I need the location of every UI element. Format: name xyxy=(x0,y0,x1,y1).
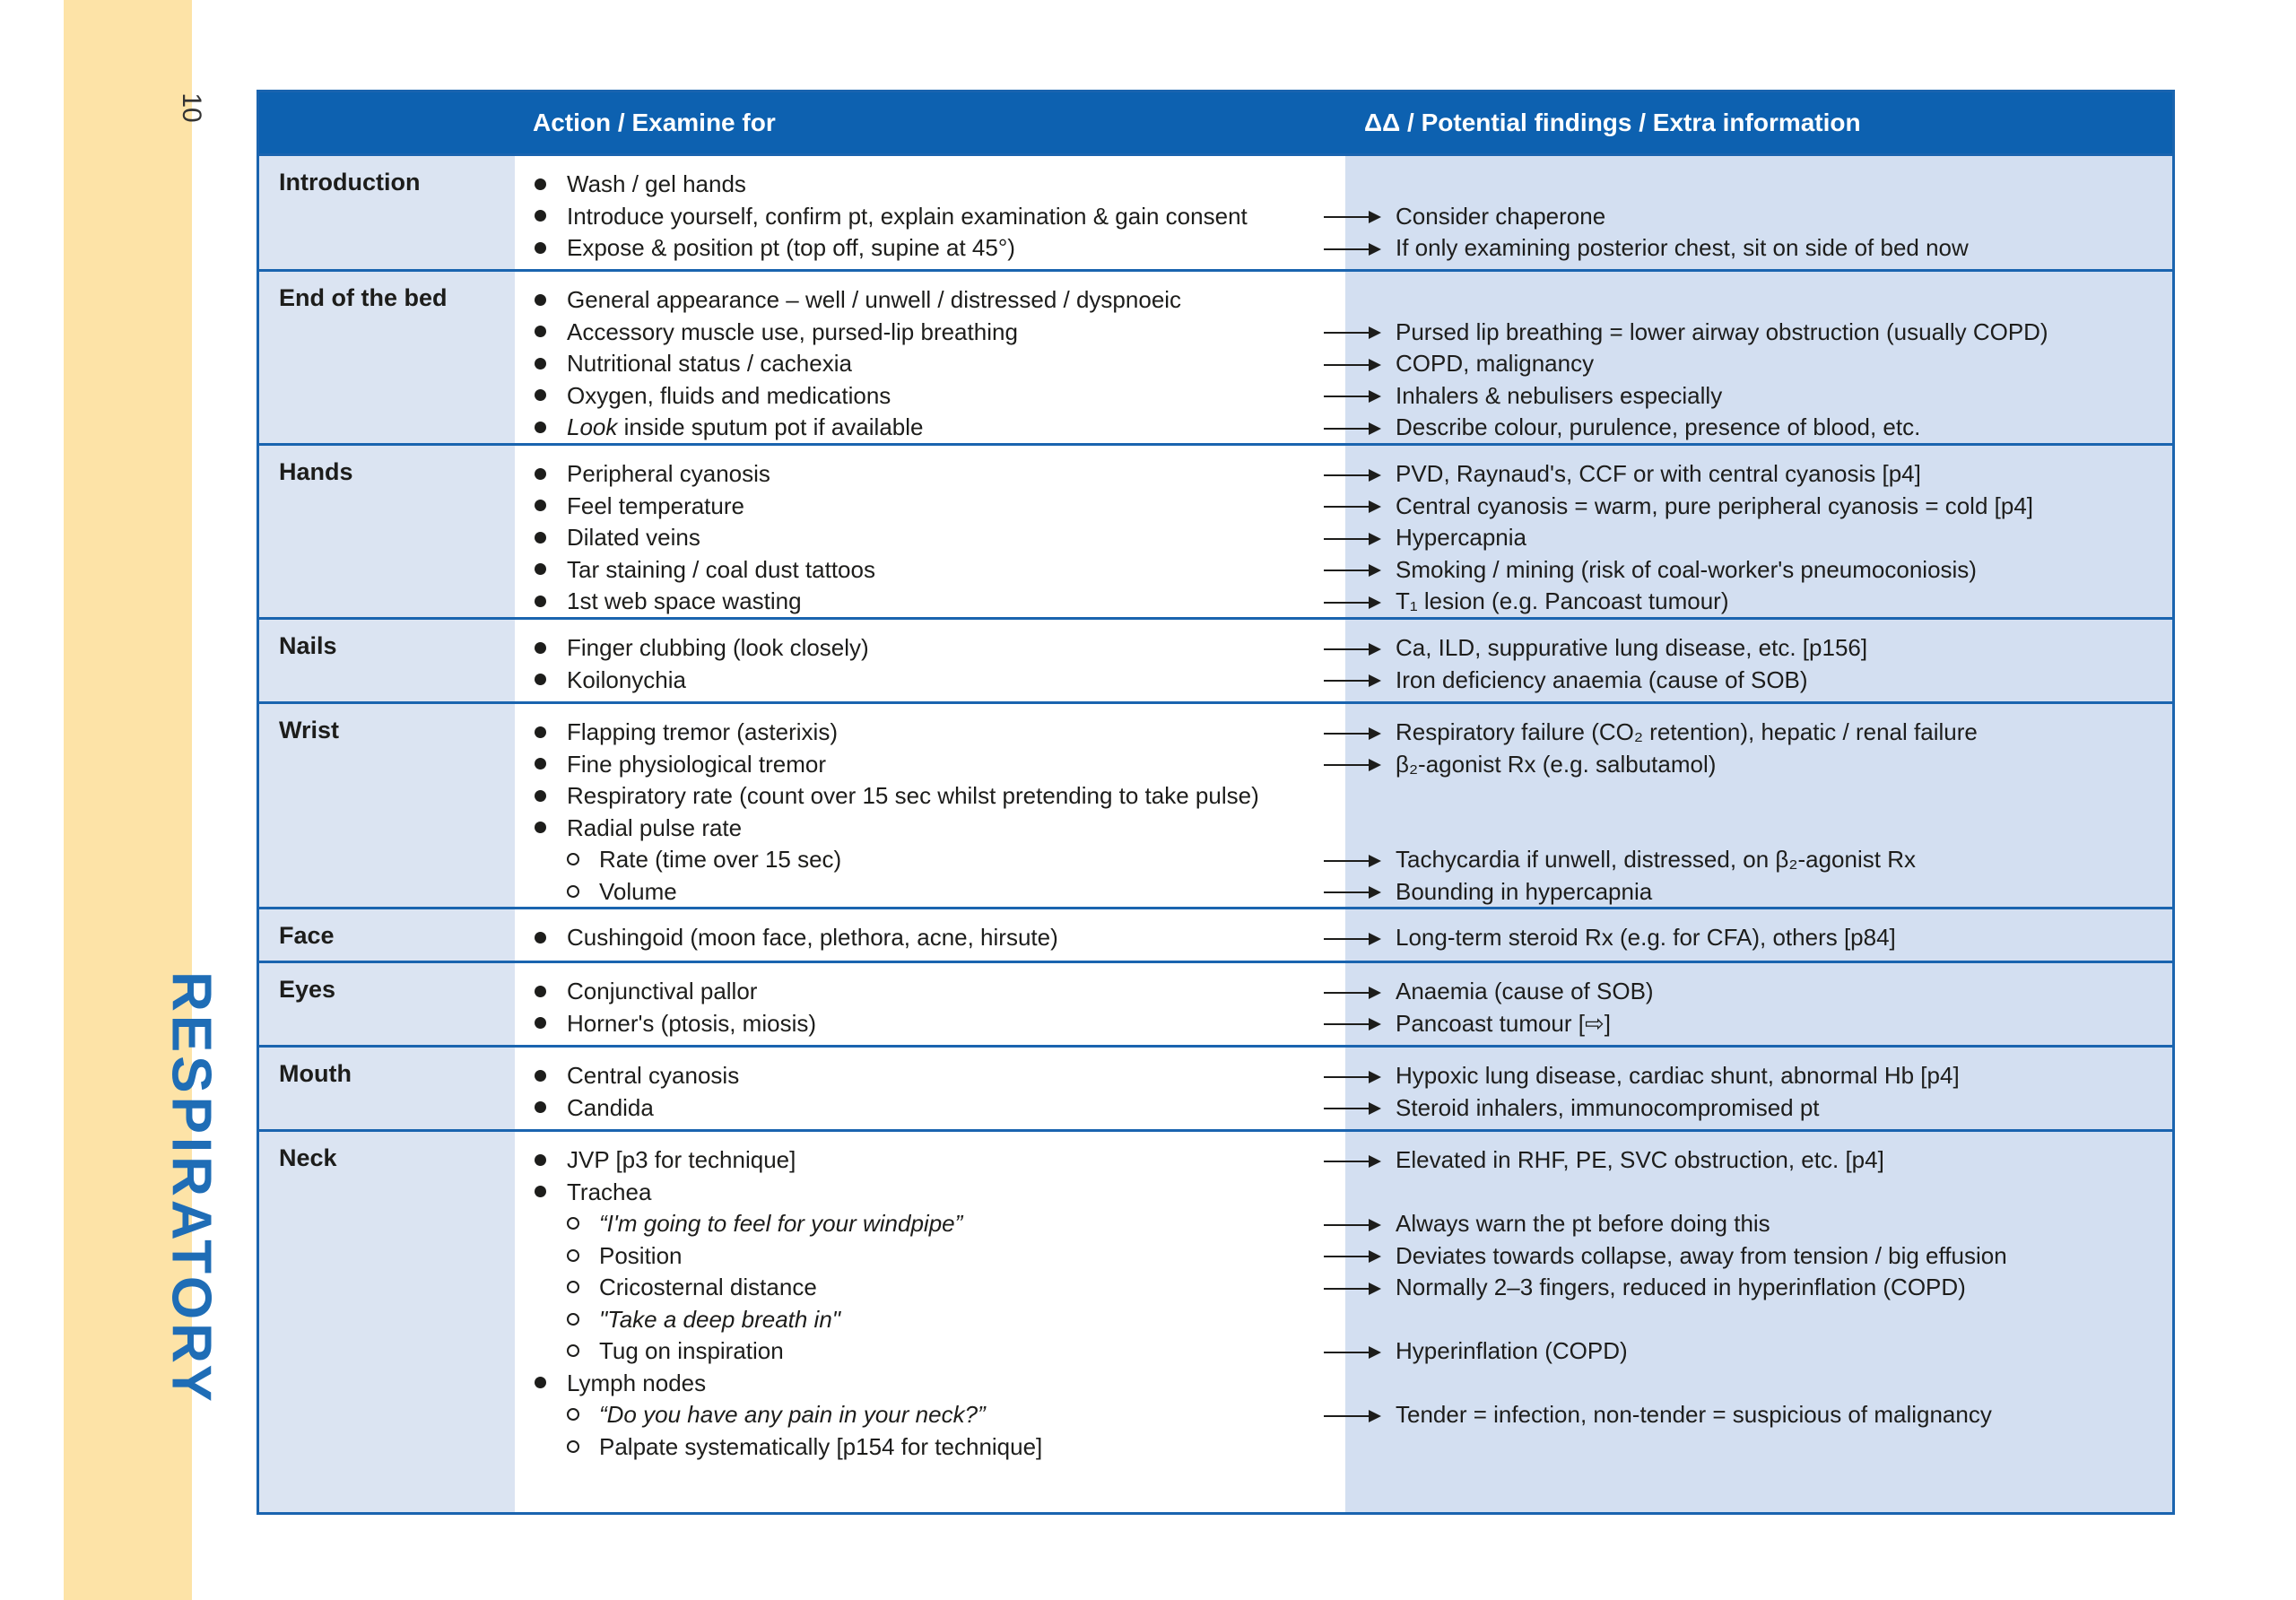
arrow-right-icon xyxy=(1324,891,1379,893)
findings-cell xyxy=(1345,446,2172,617)
action-text: Rate (time over 15 sec) xyxy=(599,846,842,873)
action-item xyxy=(535,813,1345,845)
table-row xyxy=(259,153,2172,269)
action-item xyxy=(535,976,1345,1008)
action-cell xyxy=(515,272,1345,443)
finding-text: Tachycardia if unwell, distressed, on β₂-agonist Rx xyxy=(1396,846,1916,873)
examination-table xyxy=(257,90,2175,1515)
action-text: Candida xyxy=(567,1093,654,1121)
finding-text: Elevated in RHF, PE, SVC obstruction, etc. [p4] xyxy=(1396,1146,1884,1173)
action-cell xyxy=(515,704,1345,907)
action-cell xyxy=(515,909,1345,961)
arrow-right-icon xyxy=(1324,216,1379,218)
action-item xyxy=(535,922,1345,954)
arrow-right-icon xyxy=(1324,364,1379,366)
arrow-right-icon xyxy=(1324,680,1379,682)
finding-item xyxy=(1396,284,2172,317)
action-item xyxy=(535,1335,1345,1368)
finding-item xyxy=(1396,749,2172,781)
finding-text: Hyperinflation (COPD) xyxy=(1396,1337,1628,1364)
finding-text: Tender = infection, non-tender = suspicious of malignancy xyxy=(1396,1401,1992,1428)
action-text: JVP [p3 for technique] xyxy=(567,1146,796,1173)
finding-item xyxy=(1396,169,2172,201)
findings-cell xyxy=(1345,963,2172,1045)
action-item xyxy=(535,1399,1345,1431)
bullet-icon xyxy=(535,232,567,265)
action-text: Finger clubbing (look closely) xyxy=(567,634,869,661)
page-number: 10 xyxy=(177,92,206,123)
finding-text: Consider chaperone xyxy=(1396,202,1606,230)
arrow-right-icon xyxy=(1324,1023,1379,1025)
bullet-icon xyxy=(535,1060,567,1092)
row-section-label: Mouth xyxy=(259,1048,515,1129)
findings-cell xyxy=(1345,704,2172,907)
finding-item xyxy=(1396,348,2172,380)
finding-item xyxy=(1396,922,2172,954)
bullet-icon xyxy=(535,284,567,317)
finding-item xyxy=(1396,632,2172,665)
action-text: 1st web space wasting xyxy=(567,587,802,614)
header-findings: ΔΔ / Potential findings / Extra information xyxy=(1364,109,1861,136)
action-item xyxy=(535,876,1345,909)
finding-item xyxy=(1396,1304,2172,1336)
action-item xyxy=(535,317,1345,349)
action-item xyxy=(535,348,1345,380)
bullet-icon xyxy=(535,632,567,665)
table-row xyxy=(259,907,2172,961)
side-strip xyxy=(64,0,222,1600)
finding-item xyxy=(1396,522,2172,554)
action-text: General appearance – well / unwell / distressed / dyspnoeic xyxy=(567,286,1182,313)
action-item xyxy=(535,780,1345,813)
finding-item xyxy=(1396,976,2172,1008)
arrow-right-icon xyxy=(1324,764,1379,766)
action-text: Cricosternal distance xyxy=(599,1274,817,1300)
action-text: Nutritional status / cachexia xyxy=(567,350,852,377)
arrow-right-icon xyxy=(1324,474,1379,476)
action-text: Position xyxy=(599,1241,683,1269)
finding-text: PVD, Raynaud's, CCF or with central cyanosis [p4] xyxy=(1396,460,1921,487)
action-item xyxy=(535,1240,1345,1273)
action-text: Horner's (ptosis, miosis) xyxy=(567,1009,817,1037)
hollow-bullet-icon xyxy=(567,844,599,876)
finding-text: Iron deficiency anaemia (cause of SOB) xyxy=(1396,665,1808,693)
bullet-icon xyxy=(535,1092,567,1125)
table-row xyxy=(259,617,2172,701)
finding-text: Ca, ILD, suppurative lung disease, etc. [p156] xyxy=(1396,634,1868,661)
action-item xyxy=(535,412,1345,444)
action-item xyxy=(535,586,1345,618)
finding-text: Hypercapnia xyxy=(1396,524,1526,551)
findings-cell xyxy=(1345,1048,2172,1129)
finding-item xyxy=(1396,1335,2172,1368)
action-item xyxy=(535,665,1345,697)
action-item xyxy=(535,201,1345,233)
action-text: Peripheral cyanosis xyxy=(567,460,770,487)
bullet-icon xyxy=(535,1008,567,1040)
action-item xyxy=(535,717,1345,749)
table-row xyxy=(259,1129,2172,1512)
finding-text: Deviates towards collapse, away from tension / big effusion xyxy=(1396,1241,2007,1269)
finding-item xyxy=(1396,665,2172,697)
finding-text: T₁ lesion (e.g. Pancoast tumour) xyxy=(1396,587,1729,614)
arrow-right-icon xyxy=(1324,733,1379,735)
bullet-icon xyxy=(535,813,567,845)
finding-item xyxy=(1396,554,2172,587)
finding-text: Respiratory failure (CO₂ retention), hepatic / renal failure xyxy=(1396,718,1978,745)
arrow-right-icon xyxy=(1324,1224,1379,1226)
arrow-right-icon xyxy=(1324,1108,1379,1109)
bullet-icon xyxy=(535,1177,567,1209)
finding-item xyxy=(1396,1144,2172,1177)
finding-text: Steroid inhalers, immunocompromised pt xyxy=(1396,1093,1820,1121)
action-text: Volume xyxy=(599,877,677,905)
action-text: Palpate systematically [p154 for technique] xyxy=(599,1432,1043,1460)
arrow-right-icon xyxy=(1324,648,1379,650)
finding-text: Describe colour, purulence, presence of blood, etc. xyxy=(1396,413,1921,440)
findings-cell xyxy=(1345,909,2172,961)
finding-text: Hypoxic lung disease, cardiac shunt, abnormal Hb [p4] xyxy=(1396,1062,1960,1089)
action-cell xyxy=(515,620,1345,701)
hollow-bullet-icon xyxy=(567,1431,599,1464)
action-item xyxy=(535,1272,1345,1304)
action-text: Introduce yourself, confirm pt, explain examination & gain consent xyxy=(567,202,1248,230)
finding-item xyxy=(1396,380,2172,413)
action-item xyxy=(535,1092,1345,1125)
action-text: Koilonychia xyxy=(567,665,686,693)
hollow-bullet-icon xyxy=(567,876,599,909)
arrow-right-icon xyxy=(1324,992,1379,994)
action-text: Trachea xyxy=(567,1178,652,1205)
finding-text: Central cyanosis = warm, pure peripheral cyanosis = cold [p4] xyxy=(1396,491,2034,519)
action-item xyxy=(535,1304,1345,1336)
action-text: Tug on inspiration xyxy=(599,1337,784,1364)
action-text: Tar staining / coal dust tattoos xyxy=(567,555,875,583)
action-text: Wash / gel hands xyxy=(567,170,746,197)
hollow-bullet-icon xyxy=(567,1240,599,1273)
bullet-icon xyxy=(535,749,567,781)
row-section-label: End of the bed xyxy=(259,272,515,443)
finding-item xyxy=(1396,201,2172,233)
action-item xyxy=(535,458,1345,491)
bullet-icon xyxy=(535,780,567,813)
arrow-right-icon xyxy=(1324,428,1379,430)
finding-text: Normally 2–3 fingers, reduced in hyperinflation (COPD) xyxy=(1396,1274,1966,1300)
action-text: Accessory muscle use, pursed-lip breathing xyxy=(567,317,1018,345)
action-text: Look inside sputum pot if available xyxy=(567,413,924,440)
bullet-icon xyxy=(535,348,567,380)
bullet-icon xyxy=(535,412,567,444)
hollow-bullet-icon xyxy=(567,1304,599,1336)
action-item xyxy=(535,1368,1345,1400)
finding-item xyxy=(1396,1177,2172,1209)
finding-item xyxy=(1396,876,2172,909)
finding-item xyxy=(1396,813,2172,845)
finding-item xyxy=(1396,1092,2172,1125)
action-text: “I'm going to feel for your windpipe” xyxy=(599,1210,963,1237)
bullet-icon xyxy=(535,491,567,523)
action-text: Oxygen, fluids and medications xyxy=(567,381,891,409)
action-item xyxy=(535,632,1345,665)
findings-cell xyxy=(1345,156,2172,269)
action-text: Central cyanosis xyxy=(567,1062,740,1089)
arrow-right-icon xyxy=(1324,1288,1379,1290)
finding-item xyxy=(1396,232,2172,265)
action-text: Radial pulse rate xyxy=(567,813,743,841)
bullet-icon xyxy=(535,554,567,587)
finding-item xyxy=(1396,1208,2172,1240)
bullet-icon xyxy=(535,458,567,491)
row-section-label: Introduction xyxy=(259,156,515,269)
bullet-icon xyxy=(535,522,567,554)
action-item xyxy=(535,169,1345,201)
arrow-right-icon xyxy=(1324,570,1379,571)
finding-item xyxy=(1396,1399,2172,1431)
bullet-icon xyxy=(535,976,567,1008)
finding-text: Long-term steroid Rx (e.g. for CFA), others [p84] xyxy=(1396,924,1896,951)
action-text: Expose & position pt (top off, supine at 45°) xyxy=(567,234,1015,261)
finding-item xyxy=(1396,1060,2172,1092)
finding-text: Always warn the pt before doing this xyxy=(1396,1210,1770,1237)
findings-cell xyxy=(1345,1132,2172,1512)
action-text: Flapping tremor (asterixis) xyxy=(567,718,838,745)
arrow-right-icon xyxy=(1324,1352,1379,1353)
finding-text: If only examining posterior chest, sit on side of bed now xyxy=(1396,234,1969,261)
action-text: Lymph nodes xyxy=(567,1369,707,1396)
arrow-right-icon xyxy=(1324,1076,1379,1078)
finding-text: Anaemia (cause of SOB) xyxy=(1396,978,1654,1004)
table-row xyxy=(259,269,2172,443)
finding-item xyxy=(1396,780,2172,813)
findings-cell xyxy=(1345,272,2172,443)
header-action: Action / Examine for xyxy=(533,109,776,136)
action-item xyxy=(535,1144,1345,1177)
finding-item xyxy=(1396,586,2172,618)
finding-text: β₂-agonist Rx (e.g. salbutamol) xyxy=(1396,750,1717,778)
row-section-label: Neck xyxy=(259,1132,515,1512)
finding-item xyxy=(1396,1240,2172,1273)
action-cell xyxy=(515,1048,1345,1129)
table-header xyxy=(259,92,2172,153)
arrow-right-icon xyxy=(1324,938,1379,940)
arrow-right-icon xyxy=(1324,396,1379,397)
row-section-label: Hands xyxy=(259,446,515,617)
finding-text: COPD, malignancy xyxy=(1396,350,1595,377)
action-item xyxy=(535,749,1345,781)
hollow-bullet-icon xyxy=(567,1335,599,1368)
action-item xyxy=(535,232,1345,265)
finding-item xyxy=(1396,1008,2172,1040)
finding-item xyxy=(1396,412,2172,444)
arrow-right-icon xyxy=(1324,1415,1379,1417)
action-text: Dilated veins xyxy=(567,524,700,551)
action-cell xyxy=(515,963,1345,1045)
action-item xyxy=(535,1177,1345,1209)
arrow-right-icon xyxy=(1324,332,1379,334)
action-text: “Do you have any pain in your neck?” xyxy=(599,1401,986,1428)
table-row xyxy=(259,701,2172,907)
finding-item xyxy=(1396,844,2172,876)
table-row xyxy=(259,1045,2172,1129)
bullet-icon xyxy=(535,317,567,349)
arrow-right-icon xyxy=(1324,602,1379,604)
action-item xyxy=(535,284,1345,317)
action-text: Feel temperature xyxy=(567,491,744,519)
action-item xyxy=(535,522,1345,554)
finding-item xyxy=(1396,1272,2172,1304)
arrow-right-icon xyxy=(1324,248,1379,250)
action-item xyxy=(535,491,1345,523)
action-text: Cushingoid (moon face, plethora, acne, hirsute) xyxy=(567,924,1058,951)
hollow-bullet-icon xyxy=(567,1272,599,1304)
action-item xyxy=(535,1008,1345,1040)
arrow-right-icon xyxy=(1324,1256,1379,1257)
action-item xyxy=(535,380,1345,413)
row-section-label: Face xyxy=(259,909,515,961)
row-section-label: Nails xyxy=(259,620,515,701)
finding-text: Pursed lip breathing = lower airway obstruction (usually COPD) xyxy=(1396,317,2048,345)
bullet-icon xyxy=(535,380,567,413)
findings-cell xyxy=(1345,620,2172,701)
action-item xyxy=(535,1431,1345,1464)
finding-text: Inhalers & nebulisers especially xyxy=(1396,381,1723,409)
arrow-right-icon xyxy=(1324,538,1379,540)
finding-item xyxy=(1396,1431,2172,1464)
action-item xyxy=(535,554,1345,587)
bullet-icon xyxy=(535,665,567,697)
table-row xyxy=(259,961,2172,1045)
bullet-icon xyxy=(535,586,567,618)
hollow-bullet-icon xyxy=(567,1399,599,1431)
arrow-right-icon xyxy=(1324,860,1379,862)
action-text: Conjunctival pallor xyxy=(567,978,758,1004)
arrow-right-icon xyxy=(1324,1161,1379,1162)
finding-item xyxy=(1396,717,2172,749)
finding-text: Smoking / mining (risk of coal-worker's pneumoconiosis) xyxy=(1396,555,1977,583)
action-text: Fine physiological tremor xyxy=(567,750,827,778)
finding-item xyxy=(1396,491,2172,523)
bullet-icon xyxy=(535,201,567,233)
action-item xyxy=(535,844,1345,876)
bullet-icon xyxy=(535,922,567,954)
finding-text: Pancoast tumour [⇨] xyxy=(1396,1009,1612,1037)
finding-item xyxy=(1396,317,2172,349)
action-item xyxy=(535,1208,1345,1240)
row-section-label: Wrist xyxy=(259,704,515,907)
bullet-icon xyxy=(535,169,567,201)
row-section-label: Eyes xyxy=(259,963,515,1045)
action-cell xyxy=(515,1132,1345,1512)
finding-item xyxy=(1396,1368,2172,1400)
bullet-icon xyxy=(535,717,567,749)
finding-text: Bounding in hypercapnia xyxy=(1396,877,1653,905)
hollow-bullet-icon xyxy=(567,1208,599,1240)
bullet-icon xyxy=(535,1368,567,1400)
action-text: "Take a deep breath in" xyxy=(599,1305,841,1333)
arrow-right-icon xyxy=(1324,506,1379,508)
action-text: Respiratory rate (count over 15 sec whilst pretending to take pulse) xyxy=(567,782,1259,809)
action-cell xyxy=(515,156,1345,269)
bullet-icon xyxy=(535,1144,567,1177)
action-item xyxy=(535,1060,1345,1092)
action-cell xyxy=(515,446,1345,617)
section-title: RESPIRATORY xyxy=(160,971,222,1405)
table-row xyxy=(259,443,2172,617)
finding-item xyxy=(1396,458,2172,491)
